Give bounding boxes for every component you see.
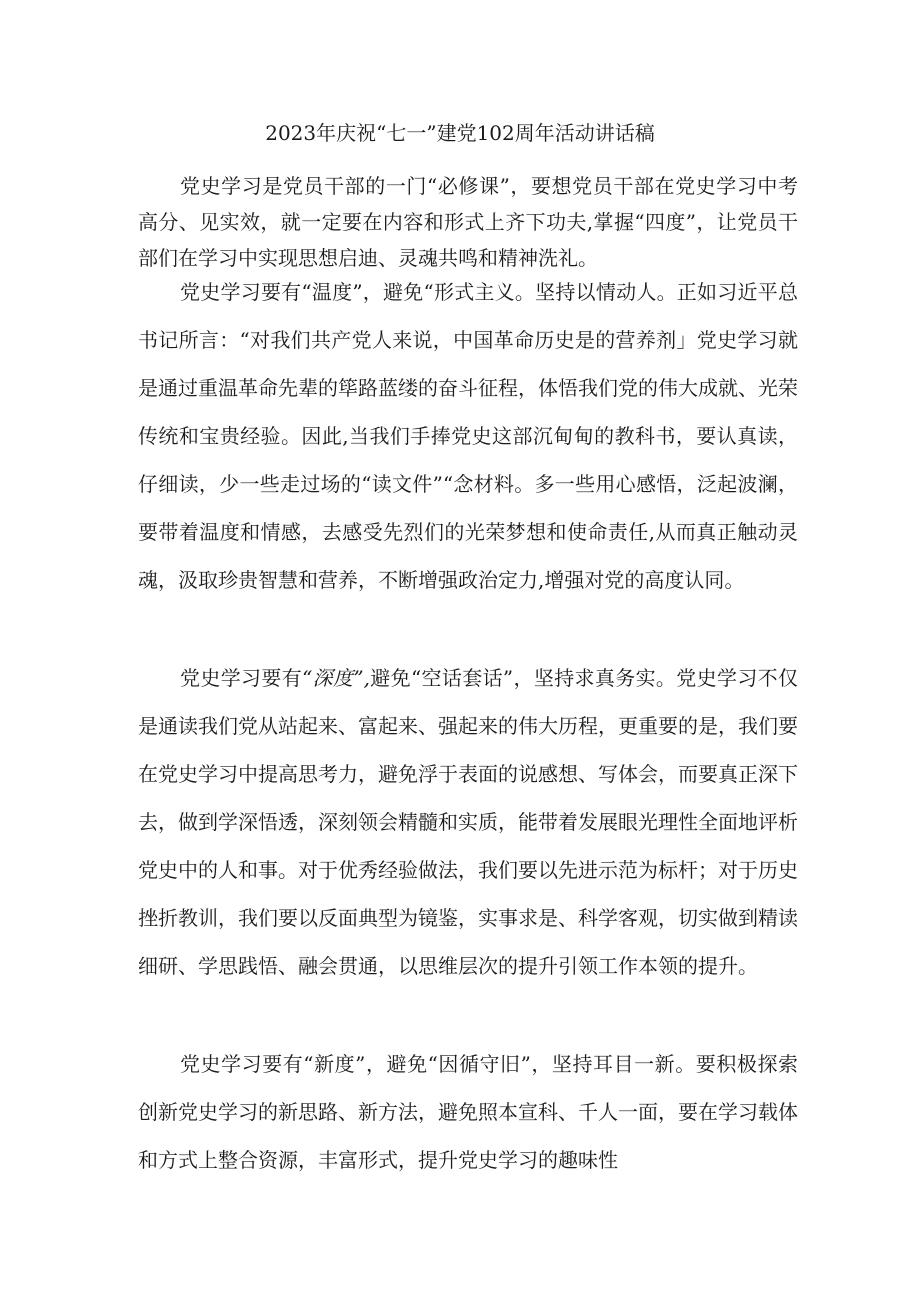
paragraph-depth-tail: 避免“空话套话”，坚持求真务实。 [369, 666, 677, 690]
paragraph-depth [138, 654, 798, 990]
paragraph-depth-body: 党史学习不仅是通读我们党从站起来、富起来、强起来的伟大历程，更重要的是，我们要在党史学习中提高思考力，避免浮于表面的说感想、写体会，而要真正深下去，做到学深悟透，深刻领会精髓和实质，能带着发展眼光理性全面地评析党史中的人和事。对于优秀经验做法，我们要以先进示范为标杆；对于历史挫折教训，我们要以反面典型为镜鉴，实事求是、科学客观，切实做到精读细研、学思践悟、融会贯通，以思维层次的提升引领工作本领的提升。 [138, 666, 799, 978]
document-title: 2023年庆祝“七一”建党102周年活动讲话稿 [265, 121, 655, 145]
paragraph-warmth: 党史学习要有“温度”，避免“形式主义。坚持以情动人。正如习近平总书记所言：“对我们共产党人来说，中国革命历史是的营养剂」党史学习就是通过重温革命先辈的筚路蓝缕的奋斗征程，体悟我们党的伟大成就、光荣传统和宝贵经验。因此,当我们手捧党史这部沉甸甸的教科书，要认真读，仔细读，少一些走过场的“读文件”“念材料。多一些用心感悟，泛起波澜，要带着温度和情感，去感受先烈们的光荣梦想和使命责任,从而真正触动灵魂，汲取珍贵智慧和营养，不断增强政治定力,增强对党的高度认同。 [138, 280, 798, 592]
paragraph-novelty: 党史学习要有“新度”，避免“因循守旧”，坚持耳目一新。要积极探索创新党史学习的新思路、新方法，避免照本宣科、千人一面，要在学习载体和方式上整合资源，丰富形式，提升党史学习的趣味性 [138, 1052, 798, 1172]
paragraph-depth-emphasis: “深度”, [302, 666, 370, 690]
paragraph-depth-lead: 党史学习要有 [180, 666, 303, 690]
paragraph-intro: 党史学习是党员干部的一门“必修课”，要想党员干部在党史学习中考高分、见实效，就一定要在内容和形式上齐下功夫,掌握“四度”，让党员干部们在学习中实现思想启迪、灵魂共鸣和精神洗礼。 [138, 174, 798, 270]
